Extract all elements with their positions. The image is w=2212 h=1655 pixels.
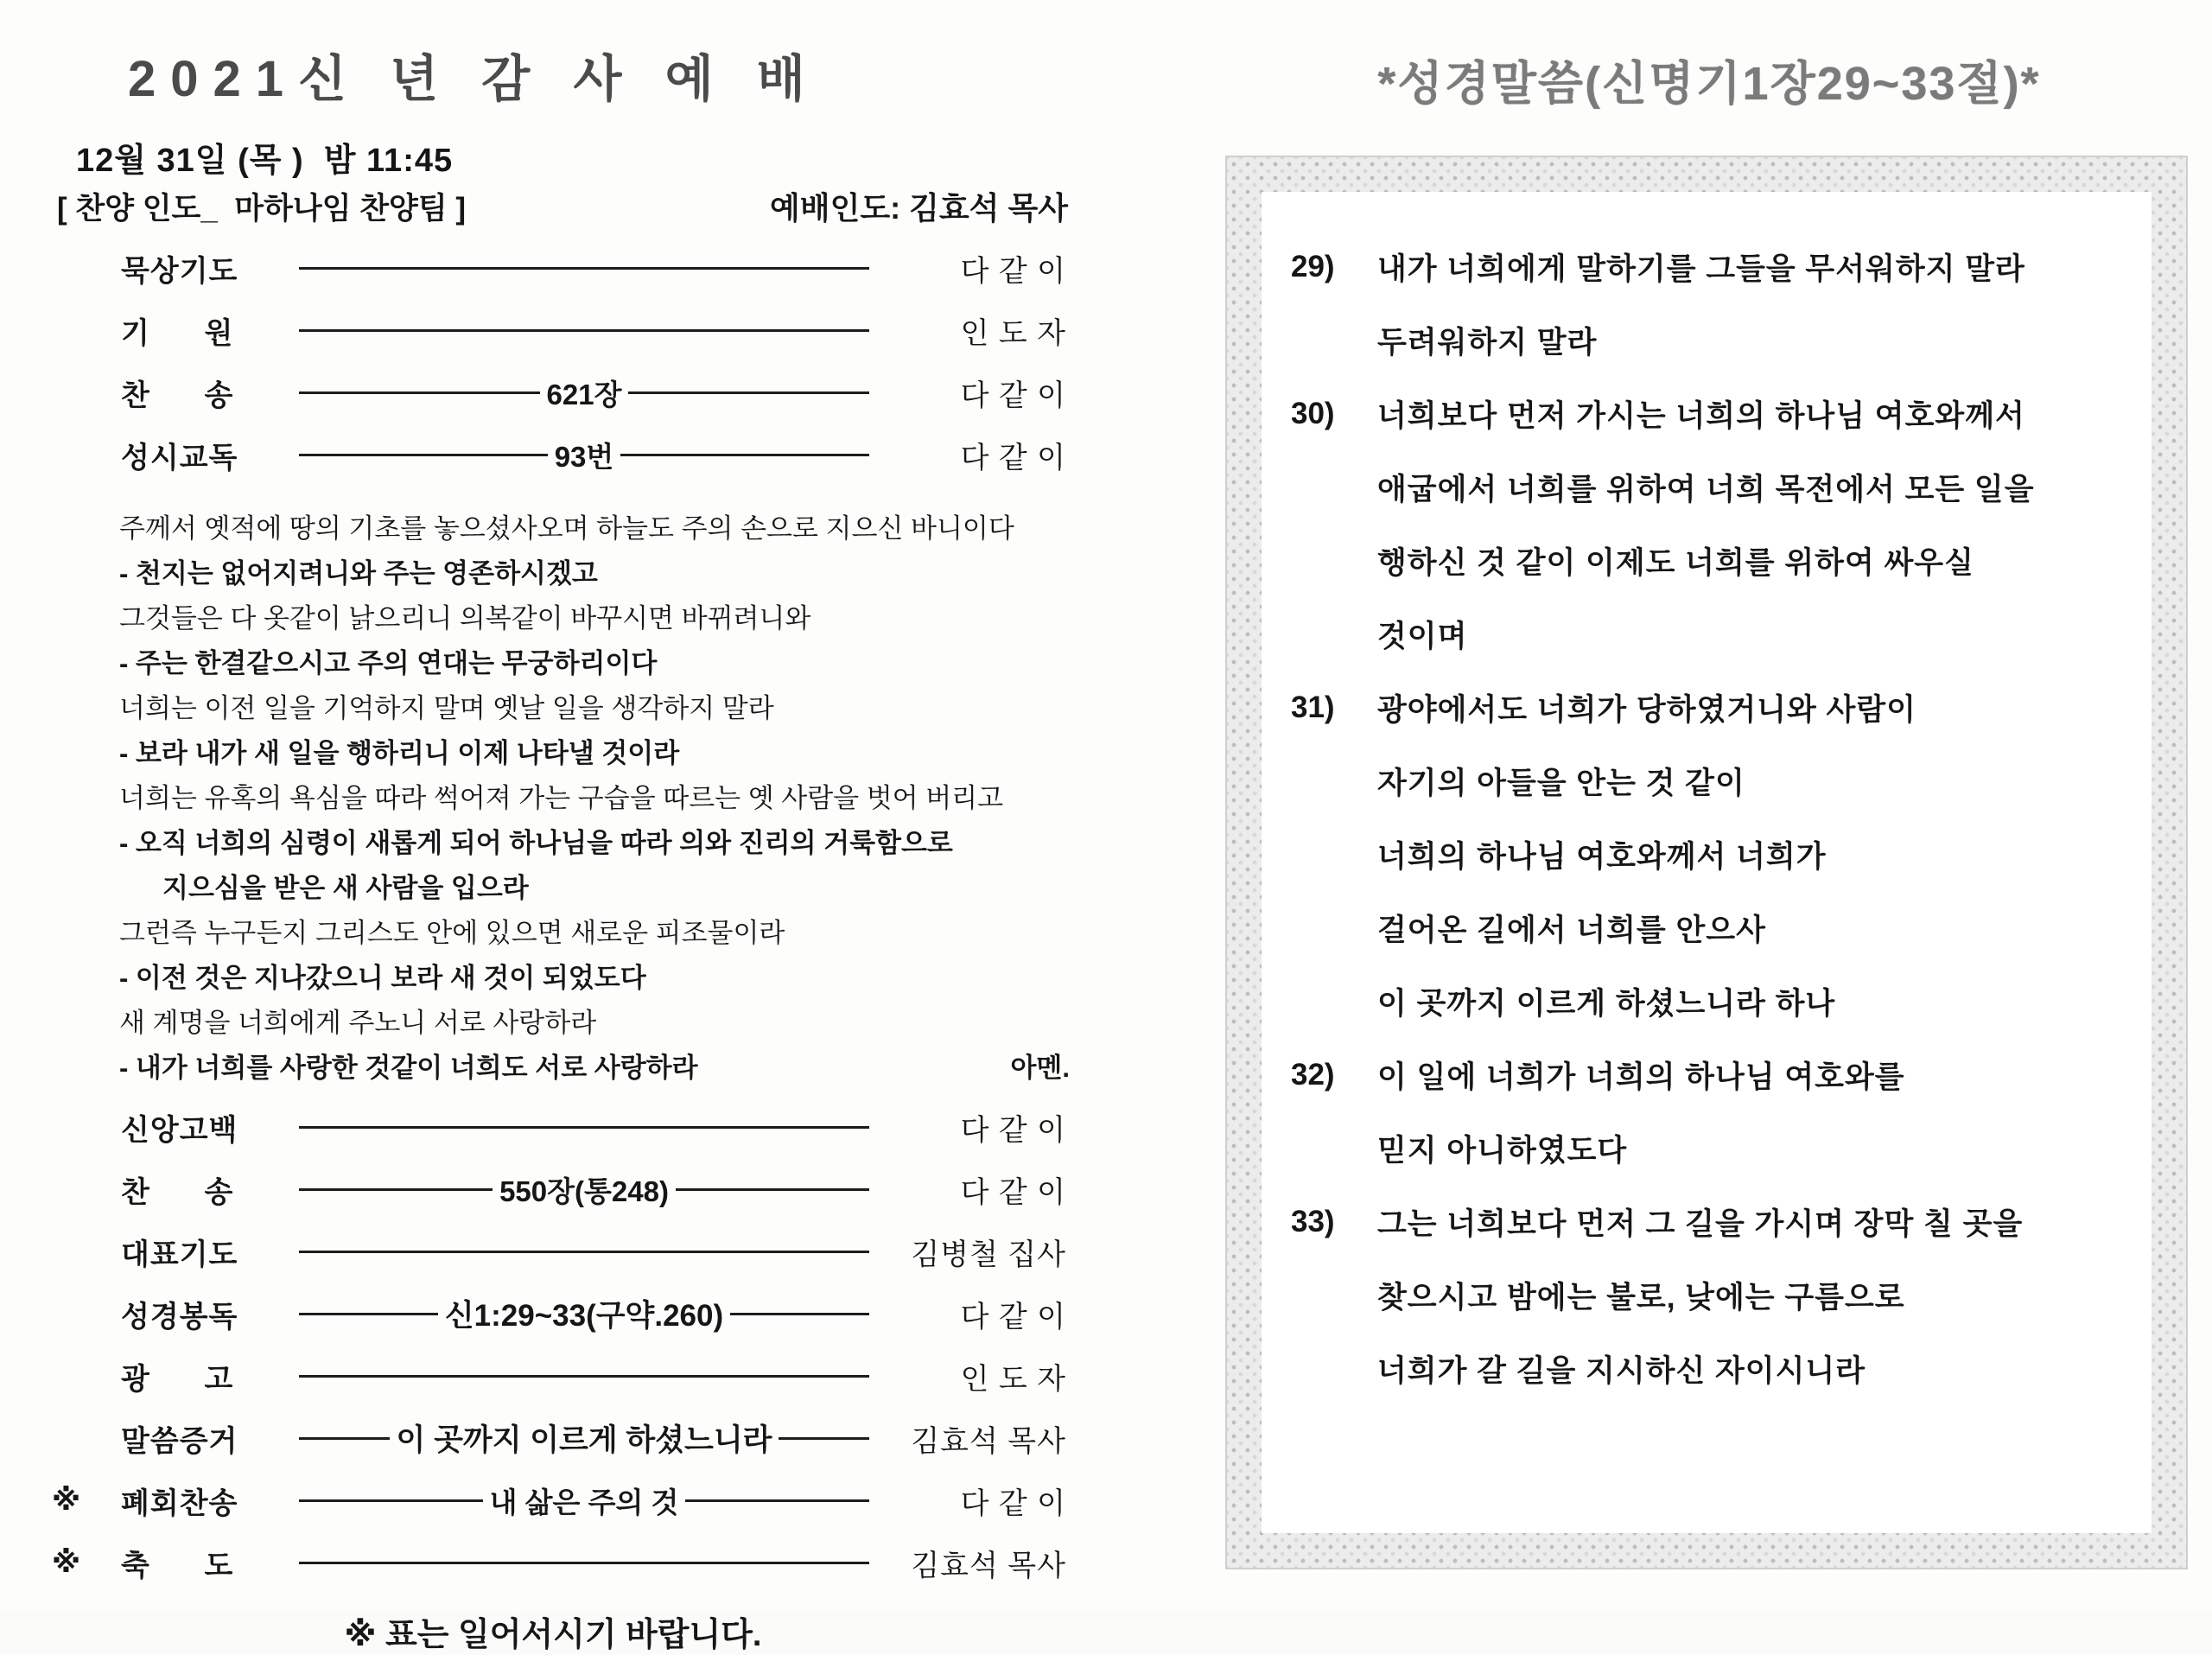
verse-line: 이 곳까지 이르게 하셨느니라 하나 bbox=[1377, 986, 1836, 1021]
leader-line bbox=[584, 1375, 869, 1378]
order-item-performer: 다 같 이 bbox=[960, 1486, 1066, 1520]
order-row bbox=[0, 1158, 1106, 1220]
leader-line bbox=[299, 1499, 483, 1502]
leader-line bbox=[299, 1188, 493, 1191]
order-row bbox=[0, 1531, 1106, 1594]
reading-line: 새 계명을 너희에게 주노니 서로 사랑하라 bbox=[119, 1007, 597, 1038]
leader-line bbox=[620, 454, 869, 456]
leader-line bbox=[584, 1126, 869, 1129]
leader-line bbox=[730, 1313, 869, 1315]
order-item-label: 축 도 bbox=[121, 1549, 234, 1582]
order-item-detail: 이 곳까지 이르게 하셨느니라 bbox=[396, 1423, 772, 1457]
verse-line: 그는 너희보다 먼저 그 길을 가시며 장막 칠 곳을 bbox=[1377, 1206, 2024, 1241]
order-item-detail: 신1:29~33(구약.260) bbox=[444, 1299, 724, 1333]
scripture-frame bbox=[1225, 156, 2188, 1569]
leader-line bbox=[584, 267, 869, 270]
order-item-detail: 93번 bbox=[554, 440, 614, 473]
verse-line: 두려워하지 말라 bbox=[1377, 325, 1598, 360]
order-item-performer: 다 같 이 bbox=[960, 379, 1066, 412]
responsive-reading bbox=[119, 503, 1070, 1087]
verse-line: 자기의 아들을 안는 것 같이 bbox=[1377, 766, 1745, 800]
verse-line: 너희보다 먼저 가시는 너희의 하나님 여호와께서 bbox=[1377, 398, 2025, 433]
order-row bbox=[0, 423, 1106, 486]
leader-line bbox=[299, 1313, 438, 1315]
praise-lead-label: [ 찬양 인도_ 마하나임 찬양팀 ] bbox=[57, 192, 467, 226]
reading-line: 너희는 유혹의 욕심을 따라 썩어져 가는 구습을 따르는 옛 사람을 벗어 버리고 bbox=[119, 782, 1004, 813]
verse-33 bbox=[1291, 1185, 2131, 1405]
order-item-performer: 다 같 이 bbox=[960, 441, 1066, 474]
verse-line: 광야에서도 너희가 당하였거니와 사람이 bbox=[1377, 692, 1916, 727]
order-row bbox=[0, 299, 1106, 361]
verse-line: 너희의 하나님 여호와께서 너희가 bbox=[1377, 839, 1827, 874]
verse-line: 행하신 것 같이 이제도 너희를 위하여 싸우실 bbox=[1377, 545, 1974, 580]
order-row bbox=[0, 1096, 1106, 1158]
header-subrow bbox=[57, 184, 1068, 228]
order-item-label: 신앙고백 bbox=[121, 1113, 238, 1147]
verse-30 bbox=[1291, 377, 2131, 671]
leader-line bbox=[584, 1562, 869, 1564]
leader-line bbox=[299, 267, 584, 270]
verse-number: 29) bbox=[1291, 249, 1335, 283]
order-row bbox=[0, 1220, 1106, 1283]
reading-line: - 천지는 없어지려니와 주는 영존하시겠고 bbox=[119, 557, 598, 589]
reading-line: 너희는 이전 일을 기억하지 말며 옛날 일을 생각하지 말라 bbox=[119, 692, 774, 723]
order-item-detail: 550장(통248) bbox=[499, 1174, 669, 1207]
leader-line bbox=[299, 454, 548, 456]
leader-line bbox=[676, 1188, 869, 1191]
verse-line: 애굽에서 너희를 위하여 너희 목전에서 모든 일을 bbox=[1377, 472, 2035, 506]
service-lead-label: 예배인도: 김효석 목사 bbox=[770, 190, 1068, 226]
verse-line: 내가 너희에게 말하기를 그들을 무서워하지 말라 bbox=[1377, 251, 2025, 286]
order-of-worship-top bbox=[0, 237, 1106, 486]
verse-32 bbox=[1291, 1038, 2131, 1185]
scripture-body bbox=[1262, 192, 2152, 1533]
verse-line: 이 일에 너희가 너희의 하나님 여호와를 bbox=[1377, 1060, 1905, 1094]
order-item-detail: 내 삶은 주의 것 bbox=[489, 1486, 679, 1518]
order-row bbox=[0, 1407, 1106, 1469]
leader-line bbox=[299, 1126, 584, 1129]
order-item-performer: 인 도 자 bbox=[960, 1362, 1066, 1396]
verse-number: 32) bbox=[1291, 1057, 1335, 1092]
verse-29 bbox=[1291, 230, 2131, 377]
reading-line-text: - 내가 너희를 사랑한 것같이 너희도 서로 사랑하라 bbox=[119, 1052, 698, 1083]
leader-line bbox=[584, 329, 869, 332]
reading-line: - 보라 내가 새 일을 행하리니 이제 나타낼 것이라 bbox=[119, 737, 680, 768]
order-row bbox=[0, 361, 1106, 423]
order-item-label: 기 원 bbox=[121, 316, 234, 350]
order-item-performer: 김효석 목사 bbox=[911, 1549, 1066, 1582]
verse-line: 찾으시고 밤에는 불로, 낮에는 구름으로 bbox=[1377, 1280, 1905, 1314]
left-page bbox=[0, 0, 1106, 1653]
service-datetime: 12월 31일 (목 ) 밤 11:45 bbox=[76, 143, 454, 179]
leader-line bbox=[299, 1562, 584, 1564]
leader-line bbox=[299, 1437, 390, 1440]
reading-line: - 주는 한결같으시고 주의 연대는 무궁하리이다 bbox=[119, 647, 658, 678]
reading-line: - 오직 너희의 심령이 새롭게 되어 하나님을 따라 의와 진리의 거룩함으로 bbox=[119, 827, 953, 858]
standing-footnote: ※ 표는 일어서시기 바랍니다. bbox=[344, 1617, 762, 1653]
verse-number: 31) bbox=[1291, 690, 1335, 724]
page-title: 2021신 년 감 사 예 배 bbox=[128, 51, 820, 107]
leader-line bbox=[779, 1437, 869, 1440]
reading-line: 지으심을 받은 새 사람을 입으라 bbox=[162, 872, 529, 903]
order-row bbox=[0, 1283, 1106, 1345]
order-item-label: 폐회찬송 bbox=[121, 1486, 238, 1520]
leader-line bbox=[299, 391, 540, 394]
leader-line bbox=[685, 1499, 869, 1502]
leader-line bbox=[584, 1251, 869, 1253]
order-item-label: 광 고 bbox=[121, 1362, 234, 1396]
order-item-label: 대표기도 bbox=[121, 1238, 238, 1271]
order-item-performer: 다 같 이 bbox=[960, 1175, 1067, 1209]
leader-line bbox=[628, 391, 869, 394]
reading-line: 그것들은 다 옷같이 낡으리니 의복같이 바꾸시면 바뀌려니와 bbox=[119, 602, 811, 633]
verse-line: 걸어온 길에서 너희를 안으사 bbox=[1377, 913, 1766, 947]
order-item-label: 묵상기도 bbox=[121, 254, 238, 288]
order-row bbox=[0, 237, 1106, 299]
order-item-performer: 김병철 집사 bbox=[911, 1238, 1066, 1271]
reading-line: 그런즉 누구든지 그리스도 안에 있으면 새로운 피조물이라 bbox=[119, 917, 785, 948]
order-row bbox=[0, 1345, 1106, 1407]
order-item-performer: 김효석 목사 bbox=[911, 1424, 1066, 1458]
amen-text: 아멘. bbox=[1010, 1052, 1070, 1083]
verse-line: 것이며 bbox=[1377, 619, 1468, 653]
order-item-performer: 다 같 이 bbox=[960, 1300, 1067, 1334]
order-item-label: 성경봉독 bbox=[121, 1300, 238, 1334]
verse-line: 너희가 갈 길을 지시하신 자이시니라 bbox=[1377, 1353, 1866, 1388]
order-item-label: 찬 송 bbox=[121, 379, 234, 412]
verse-number: 33) bbox=[1291, 1204, 1335, 1238]
order-item-label: 말씀증거 bbox=[121, 1424, 238, 1458]
right-page bbox=[1106, 0, 2212, 1611]
reading-line bbox=[119, 1042, 1070, 1087]
verse-number: 30) bbox=[1291, 396, 1335, 430]
leader-line bbox=[299, 1375, 584, 1378]
order-item-label: 성시교독 bbox=[121, 441, 238, 474]
standing-mark: ※ bbox=[52, 1484, 81, 1517]
order-item-label: 찬 송 bbox=[121, 1175, 234, 1209]
leader-line bbox=[299, 1251, 584, 1253]
verse-line: 믿지 아니하였도다 bbox=[1377, 1133, 1628, 1168]
order-item-performer: 다 같 이 bbox=[960, 1113, 1066, 1147]
reading-line: - 이전 것은 지나갔으니 보라 새 것이 되었도다 bbox=[119, 962, 646, 993]
order-row bbox=[0, 1469, 1106, 1531]
standing-mark: ※ bbox=[52, 1546, 81, 1579]
order-item-detail: 621장 bbox=[546, 378, 622, 411]
order-item-performer: 인 도 자 bbox=[960, 316, 1066, 350]
reading-line: 주께서 옛적에 땅의 기초를 놓으셨사오며 하늘도 주의 손으로 지으신 바니이다 bbox=[119, 512, 1014, 544]
verse-31 bbox=[1291, 671, 2131, 1038]
order-item-performer: 다 같 이 bbox=[960, 254, 1066, 288]
order-of-worship-bottom bbox=[0, 1096, 1106, 1594]
leader-line bbox=[299, 329, 584, 332]
scripture-title: *성경말씀(신명기1장29~33절)* bbox=[1377, 58, 2041, 110]
